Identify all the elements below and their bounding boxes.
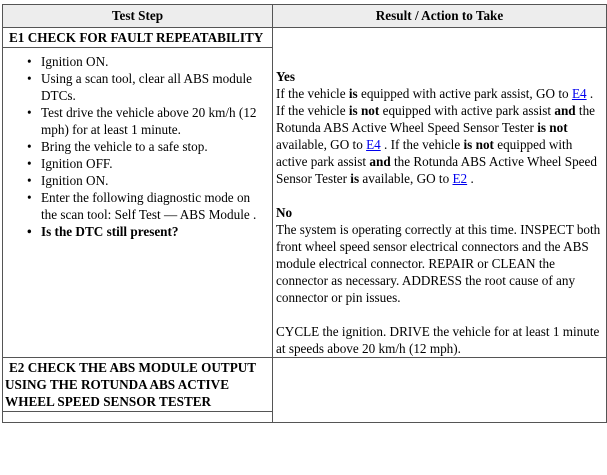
- result-yes-text: If the vehicle is equipped with active park assist, GO to E4 . If the vehicle is not equipped with active park assist and the Rotunda ABS Active Wheel Speed Sensor Tester is not available, GO to E4 . If the vehicle is not equipped with active park assist and the Rotunda ABS Active Wheel Speed Sensor Tester is available, GO to E2 .: [276, 86, 597, 186]
- list-item: • Enter the following diagnostic mode on the scan tool: Self Test — ABS Module .: [41, 189, 264, 223]
- step-title-e1: [3, 29, 272, 48]
- instruction-list: [3, 53, 272, 240]
- list-item: • Ignition ON.: [41, 53, 264, 70]
- link-e2[interactable]: E2: [452, 171, 468, 186]
- result-no-heading: No: [276, 205, 293, 220]
- step-title-text: CHECK FOR FAULT REPEATABILITY: [27, 30, 264, 45]
- link-e4-second[interactable]: E4: [366, 137, 381, 152]
- header-result-action: Result / Action to Take: [273, 5, 607, 28]
- step-code: E2: [9, 360, 25, 375]
- result-no-text: The system is operating correctly at this time. INSPECT both front wheel speed sensor electrical connectors and the ABS module electrical connector. REPAIR or CLEAN the connector as necessary. ADDRESS the root cause of any connector or pin issues.: [276, 222, 601, 305]
- diagnostic-table: [2, 4, 607, 423]
- result-cell-e1: [273, 28, 607, 358]
- link-e4[interactable]: E4: [571, 86, 587, 101]
- list-item: • Ignition ON.: [41, 172, 264, 189]
- result-no-action: CYCLE the ignition. DRIVE the vehicle for at least 1 minute at speeds above 20 km/h (12 mph).: [276, 324, 600, 356]
- step-question: • Is the DTC still present?: [41, 223, 264, 240]
- list-item: • Ignition OFF.: [41, 155, 264, 172]
- list-item: • Bring the vehicle to a safe stop.: [41, 138, 264, 155]
- step-code: E1: [9, 30, 25, 45]
- test-step-cell-e1: [3, 28, 273, 358]
- test-step-cell-e2: [3, 358, 273, 423]
- step-title-text: CHECK THE ABS MODULE OUTPUT USING THE ROTUNDA ABS ACTIVE WHEEL SPEED SENSOR TESTER: [5, 360, 256, 409]
- table-header-row: [3, 5, 607, 28]
- table-row-e2: [3, 358, 607, 423]
- result-yes-heading: Yes: [276, 69, 296, 84]
- step-title-e2: [3, 359, 272, 412]
- header-test-step: Test Step: [3, 5, 273, 28]
- list-item: • Test drive the vehicle above 20 km/h (12 mph) for at least 1 minute.: [41, 104, 264, 138]
- table-row-e1: [3, 28, 607, 358]
- list-item: • Using a scan tool, clear all ABS module DTCs.: [41, 70, 264, 104]
- result-cell-e2: [273, 358, 607, 423]
